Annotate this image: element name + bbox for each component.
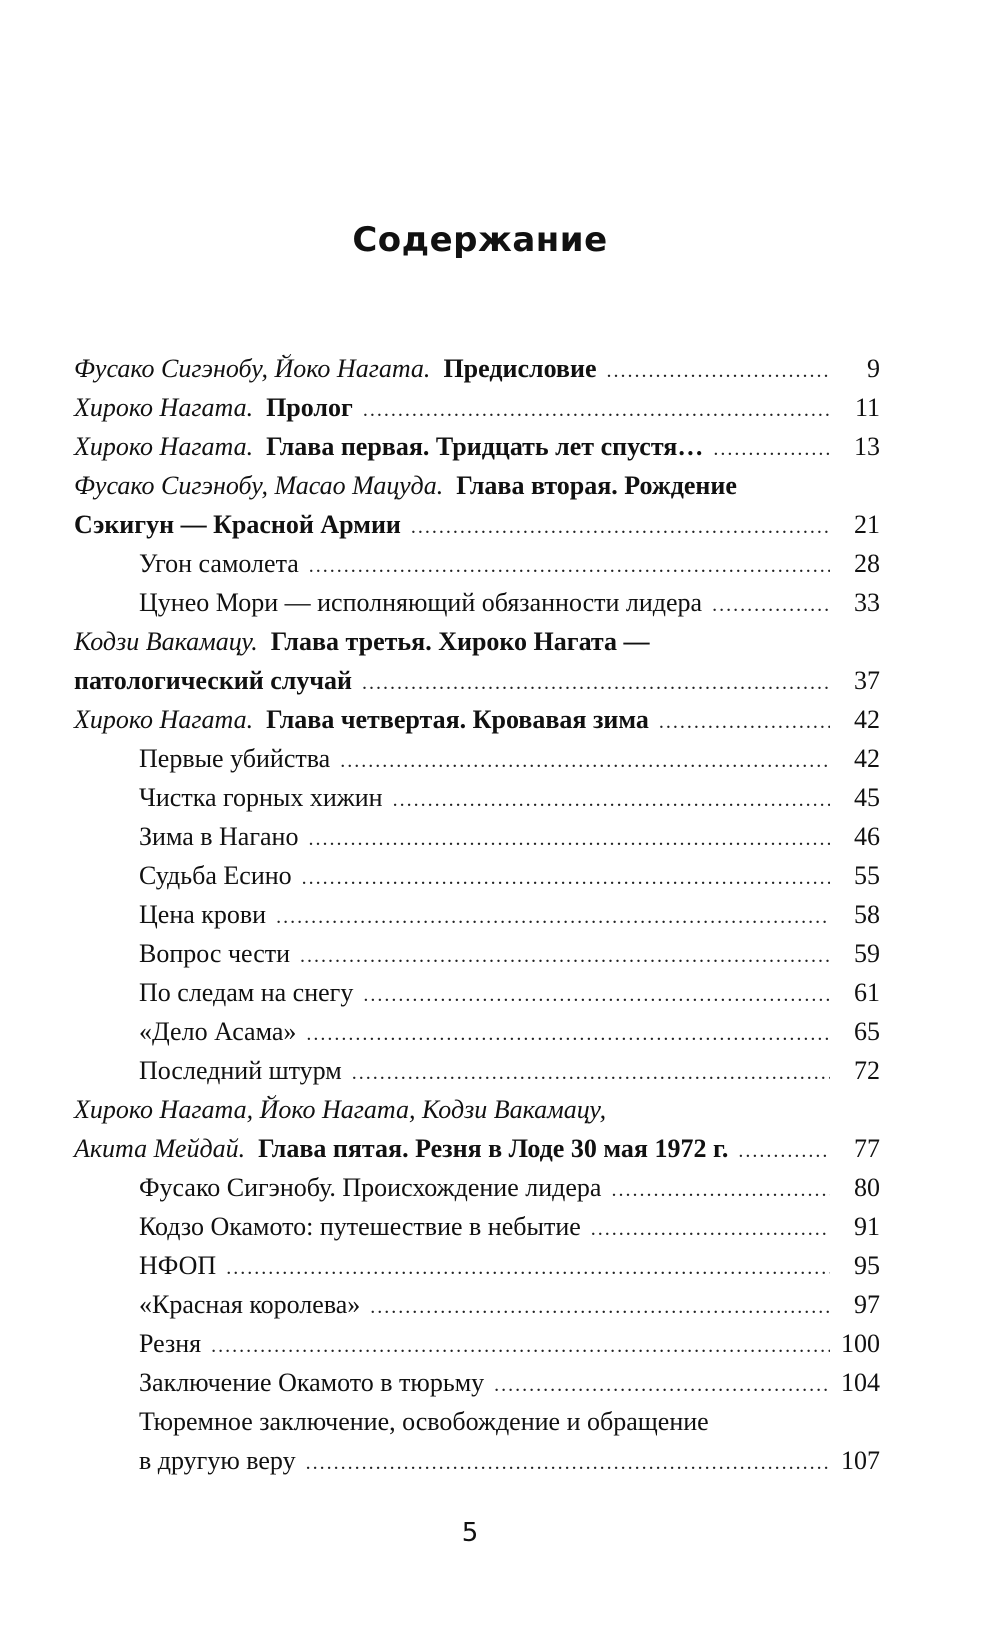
toc-title-continued: патологический случай xyxy=(74,666,353,695)
toc-author: Хироко Нагата. xyxy=(74,393,254,422)
toc-page-number: 28 xyxy=(854,549,880,578)
leader-dots xyxy=(309,547,830,586)
toc-subentry[interactable] xyxy=(74,934,880,973)
toc-subtitle-continued: в другую веру xyxy=(139,1446,296,1475)
leader-dots xyxy=(591,1210,830,1249)
toc-subentry[interactable] xyxy=(74,1324,880,1363)
toc-subentry[interactable] xyxy=(74,1363,880,1402)
toc-author: Фусако Сигэнобу, Масао Мацуда. xyxy=(74,471,444,500)
toc-subtitle: «Красная королева» xyxy=(139,1290,361,1319)
toc-entry-chapter-2-line-1[interactable] xyxy=(74,466,880,505)
leader-dots xyxy=(352,1054,830,1093)
toc-page-number: 107 xyxy=(841,1446,880,1475)
toc-page-number: 37 xyxy=(854,666,880,695)
toc-subentry[interactable] xyxy=(74,1207,880,1246)
leader-dots xyxy=(340,742,830,781)
toc-page-number: 72 xyxy=(854,1056,880,1085)
toc-title: Пролог xyxy=(266,393,353,422)
toc-title: Глава четвертая. Кровавая зима xyxy=(266,705,649,734)
toc-title: Глава первая. Тридцать лет спустя… xyxy=(266,432,704,461)
toc-subentry[interactable] xyxy=(74,1246,880,1285)
toc-subtitle: Последний штурм xyxy=(139,1056,342,1085)
toc-subtitle: Первые убийства xyxy=(139,744,331,773)
leader-dots xyxy=(659,703,830,742)
toc-page-number: 59 xyxy=(854,939,880,968)
toc-subtitle: По следам на снегу xyxy=(139,978,354,1007)
toc-subtitle: Заключение Окамото в тюрьму xyxy=(139,1368,485,1397)
toc-subentry-line-1[interactable] xyxy=(74,1402,880,1441)
toc-author: Хироко Нагата. xyxy=(74,705,254,734)
toc-subtitle: Судьба Есино xyxy=(139,861,292,890)
toc-author: Хироко Нагата. xyxy=(74,432,254,461)
toc-subentry[interactable] xyxy=(74,856,880,895)
toc-subtitle: Зима в Нагано xyxy=(139,822,299,851)
toc-page-number: 11 xyxy=(854,393,880,422)
toc-title: Глава третья. Хироко Нагата — xyxy=(270,627,650,656)
toc-title: Глава пятая. Резня в Лоде 30 мая 1972 г. xyxy=(258,1134,729,1163)
toc-entry-chapter-1[interactable] xyxy=(74,427,880,466)
leader-dots xyxy=(276,898,830,937)
toc-page-number: 104 xyxy=(841,1368,880,1397)
toc-entry-preface[interactable] xyxy=(74,349,880,388)
toc-page-number: 45 xyxy=(854,783,880,812)
toc-entry-chapter-4[interactable] xyxy=(74,700,880,739)
leader-dots xyxy=(713,430,830,469)
leader-dots xyxy=(226,1249,830,1288)
toc-page-number: 21 xyxy=(854,510,880,539)
toc-subentry[interactable] xyxy=(74,1285,880,1324)
toc-page-number: 58 xyxy=(854,900,880,929)
toc-entry-chapter-3-line-1[interactable] xyxy=(74,622,880,661)
toc-entry-chapter-3[interactable] xyxy=(74,661,880,700)
toc-subtitle: Чистка горных хижин xyxy=(139,783,383,812)
leader-dots xyxy=(370,1288,830,1327)
toc-subentry[interactable] xyxy=(74,1012,880,1051)
toc-subtitle: НФОП xyxy=(139,1251,217,1280)
leader-dots xyxy=(494,1366,830,1405)
toc-entry-chapter-2[interactable] xyxy=(74,505,880,544)
toc-page-number: 42 xyxy=(854,744,880,773)
toc-page-number: 9 xyxy=(867,354,880,383)
toc-page-number: 42 xyxy=(854,705,880,734)
leader-dots xyxy=(611,1171,830,1210)
toc-author: Хироко Нагата, Йоко Нагата, Кодзи Вакамацу, xyxy=(74,1095,607,1124)
toc-page-number: 65 xyxy=(854,1017,880,1046)
leader-dots xyxy=(300,937,830,976)
toc-subentry[interactable] xyxy=(74,973,880,1012)
toc-subentry[interactable] xyxy=(74,739,880,778)
toc-subentry[interactable] xyxy=(74,1168,880,1207)
toc-subtitle: Цунео Мори — исполняющий обязанности лидера xyxy=(139,588,703,617)
toc-subtitle: Цена крови xyxy=(139,900,267,929)
toc-subentry[interactable] xyxy=(74,778,880,817)
toc-subtitle: Вопрос чести xyxy=(139,939,291,968)
toc-subentry[interactable] xyxy=(74,817,880,856)
toc-title: Глава вторая. Рождение xyxy=(456,471,737,500)
toc-entry-prologue[interactable] xyxy=(74,388,880,427)
leader-dots xyxy=(306,1444,830,1483)
toc-page-number: 61 xyxy=(854,978,880,1007)
toc-title-continued: Сэкигун — Красной Армии xyxy=(74,510,401,539)
toc-entry-chapter-5[interactable] xyxy=(74,1129,880,1168)
toc-subentry[interactable] xyxy=(74,583,880,622)
leader-dots xyxy=(411,508,830,547)
toc-subentry[interactable] xyxy=(74,1441,880,1480)
toc-subtitle: Тюремное заключение, освобождение и обращение xyxy=(139,1407,709,1436)
toc-subtitle: «Дело Асама» xyxy=(139,1017,297,1046)
toc-subtitle: Кодзо Окамото: путешествие в небытие xyxy=(139,1212,581,1241)
toc-subentry[interactable] xyxy=(74,895,880,934)
toc-subtitle: Фусако Сигэнобу. Происхождение лидера xyxy=(139,1173,602,1202)
leader-dots xyxy=(738,1132,830,1171)
toc-subtitle: Резня xyxy=(139,1329,202,1358)
leader-dots xyxy=(362,664,830,703)
toc-page-number: 13 xyxy=(854,432,880,461)
leader-dots xyxy=(607,352,831,391)
leader-dots xyxy=(211,1327,830,1366)
page-number: 5 xyxy=(461,1518,479,1548)
leader-dots xyxy=(308,820,830,859)
toc-page-number: 97 xyxy=(854,1290,880,1319)
page-title: Содержание xyxy=(352,220,608,260)
toc-subtitle: Угон самолета xyxy=(139,549,299,578)
toc-page-number: 95 xyxy=(854,1251,880,1280)
toc-author: Фусако Сигэнобу, Йоко Нагата. xyxy=(74,354,431,383)
toc-page-number: 55 xyxy=(854,861,880,890)
leader-dots xyxy=(363,976,830,1015)
toc-page-number: 33 xyxy=(854,588,880,617)
leader-dots xyxy=(306,1015,830,1054)
leader-dots xyxy=(363,391,830,430)
toc-page-number: 80 xyxy=(854,1173,880,1202)
toc-page-number: 77 xyxy=(854,1134,880,1163)
toc-subentry[interactable] xyxy=(74,1051,880,1090)
leader-dots xyxy=(302,859,830,898)
leader-dots xyxy=(393,781,830,820)
toc-author: Кодзи Вакамацу. xyxy=(74,627,258,656)
toc-author-continued: Акита Мейдай. xyxy=(74,1134,246,1163)
toc-entry-chapter-5-line-1[interactable] xyxy=(74,1090,880,1129)
leader-dots xyxy=(712,586,830,625)
toc-page-number: 91 xyxy=(854,1212,880,1241)
table-of-contents xyxy=(74,349,880,1480)
toc-subentry[interactable] xyxy=(74,544,880,583)
toc-page-number: 46 xyxy=(854,822,880,851)
toc-title: Предисловие xyxy=(443,354,597,383)
toc-page-number: 100 xyxy=(841,1329,880,1358)
